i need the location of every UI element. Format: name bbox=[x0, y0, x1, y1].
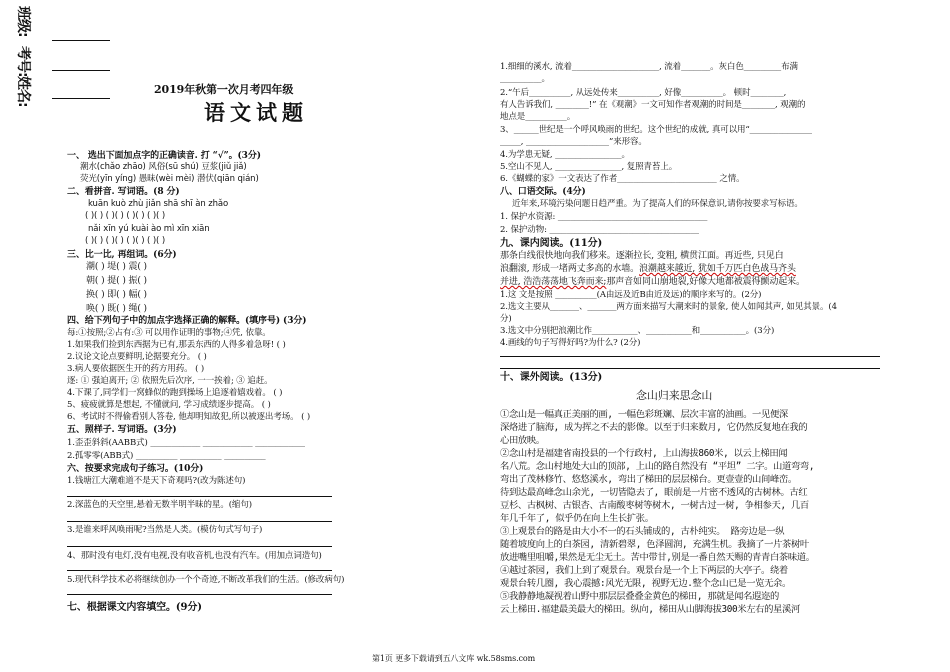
answer-line[interactable] bbox=[67, 496, 332, 497]
fill-3[interactable]: 3、______世纪是一个呼风唤雨的世纪。这个世纪的成就, 真可以用“_______________ bbox=[500, 125, 812, 135]
slogan-water[interactable]: 1. 保护水资源: ____________________________________ bbox=[500, 212, 708, 222]
story-line: ③上观景台的路是由大小不一的石头铺成的, 古朴纯实。 路旁边是一纵 bbox=[500, 526, 785, 537]
story-line: ⑤我静静地凝视着山野中那层层叠叠金黄色的梯田, 那就是闻名遐迩的 bbox=[500, 591, 779, 602]
page-footer: 第1页 更多下载请到五八文库 wk.58sms.com bbox=[372, 654, 536, 663]
underlined-sentence: 浪潮越来越近, 犹如千万匹白色战马齐头 bbox=[639, 264, 796, 274]
section-6-q1: 1.钱塘江大潮难道不是天下奇观吗?(改为陈述句) bbox=[67, 476, 246, 486]
story-line: 心田放映。 bbox=[500, 435, 545, 446]
section-6-q2: 2.深蓝色的天空里,悬着无数半明半昧的星。(缩句) bbox=[67, 500, 252, 510]
story-line: 云上梯田.福建最美最大的梯田。纵向, 梯田从山脚海拔300米左右的星溪河 bbox=[500, 604, 800, 615]
story-line: 待到达最高峰念山余光, 一切皆隐去了, 眼前是一片密不透风的古树林。古红 bbox=[500, 487, 808, 498]
story-title: 念山归来思念山 bbox=[636, 389, 713, 402]
story-line: 放进嘴里咀嚼,果然是无尘无土。苦中带甘,别是一番自然天赐的青青白茶味道。 bbox=[500, 552, 815, 563]
section-4-q6[interactable]: 6、考试时不得偷看别人答卷, 他却明知故犯,所以被逐出考场。 ( ) bbox=[67, 412, 311, 422]
section-3-row[interactable]: 潮( ) 堤( ) 震( ) bbox=[86, 262, 147, 272]
answer-line[interactable] bbox=[67, 546, 332, 547]
reading-q2[interactable]: 2.选文主要从_______、_______两方面来描写大潮来时的景象, 使人如闻其声, 如见其景。(4 bbox=[500, 302, 837, 312]
section-1-row-2: 荧光(yīn yíng) 愚昧(wèi mèi) 潜伏(qiān qián) bbox=[80, 174, 259, 184]
section-7-heading: 七、根据课文内容填空。(9分) bbox=[67, 602, 202, 613]
story-line: 观景台转几圈, 我心震撼:风光无限, 视野无边.整个念山已是一览无余。 bbox=[500, 578, 791, 589]
reading-q4: 4.画线的句子写得好吗?为什么? (2分) bbox=[500, 338, 641, 348]
section-2-pinyin-2: nǎi xīn yú kuài ào mì xīn xiān bbox=[88, 224, 210, 234]
reading-q2-cont: 分) bbox=[500, 314, 512, 324]
story-line: 深烙进了脑海, 成为挥之不去的影像。以至于归来数月, 它仍然反复地在我的 bbox=[500, 422, 808, 433]
fill-5[interactable]: 5.空山不见人, ________________, 复照青苔上。 bbox=[500, 162, 678, 172]
reading-q1[interactable]: 1.这 文是按照 __________(A由远及近B由近及远)的顺序来写的。(2分) bbox=[500, 290, 762, 300]
fill-2-cont[interactable]: 有人告诉我们, ________!” 在《观潮》一文可知作者观潮的时间是________, 观潮的 bbox=[500, 100, 806, 110]
section-5-q1[interactable]: 1.歪歪斜斜(AABB式) ____________ ____________ ____________ bbox=[67, 438, 305, 448]
section-4-q5[interactable]: 5、疲疲就算是想起, 不懂就问, 学习成绩逐步提高。 ( ) bbox=[67, 400, 271, 410]
section-6-q3: 3.是谁来呼风唤雨呢?当然是人类。(模仿句式写句子) bbox=[67, 525, 263, 535]
section-5-heading: 五、照样子. 写词语。(3分) bbox=[67, 425, 177, 435]
section-2-boxes-1[interactable]: ( )( ) ( )( ) ( )( ) ( )( ) bbox=[85, 211, 166, 221]
reading-q3[interactable]: 3.选文中分别把浪潮比作___________、___________和___________。(3分) bbox=[500, 326, 775, 336]
name-blank[interactable] bbox=[52, 98, 110, 99]
section-4-meanings-1: 每:①按照;②占有:③ 可以用作证明的事物;④凭, 依靠。 bbox=[67, 328, 271, 338]
section-6-q4: 4、那时没有电灯,没有电视,没有收音机,也没有汽车。(用加点词造句) bbox=[67, 551, 322, 561]
section-4-heading: 四、给下列句子中的加点字选择正确的解释。(填序号) (3分) bbox=[67, 316, 307, 326]
section-2-boxes-2[interactable]: ( )( ) ( )( ) ( )( ) ( )( ) bbox=[85, 236, 166, 246]
passage-text: 浪翻滚, 形成一堵两丈多高的水墙。 bbox=[500, 264, 640, 274]
section-2-heading: 二、看拼音. 写词语。(8 分) bbox=[67, 187, 180, 197]
story-line: 随着坡度向上的白茶园, 清新碧翠, 色泽圆润, 充满生机。我摘了一片茶树叶 bbox=[500, 539, 809, 550]
section-3-heading: 三、比一比, 再组词。(6分) bbox=[67, 250, 177, 260]
section-8-heading: 八、口语交际。(4分) bbox=[500, 187, 586, 197]
story-line: 豆杉、古枫树、古银杏、古南酸枣树等树木, 一树古过一树, 争相参天, 几百 bbox=[500, 500, 809, 511]
fill-4[interactable]: 4.为学患无疑, ________________。 bbox=[500, 150, 630, 160]
story-line: 名八荒。念山村地处大山的顶部, 上山的路自然没有 “平坦” 二字。山道弯弯, bbox=[500, 461, 815, 472]
answer-line[interactable] bbox=[67, 594, 332, 595]
fill-6[interactable]: 6.《蝴蝶的家》一文表达了作者________________________ 之情。 bbox=[500, 174, 745, 184]
fill-3-cont[interactable]: _____, ____________________”来形容。 bbox=[500, 137, 647, 147]
class-label: 班级: bbox=[15, 6, 31, 37]
section-4-q2[interactable]: 2.议论文论点要鲜明,论据要充分。 ( ) bbox=[67, 352, 207, 362]
section-1-row-1: 潮水(chǎo zhāo) 风俗(sū shú) 豆浆(jiǔ jiǎ) bbox=[80, 162, 247, 172]
slogan-animal[interactable]: 2. 保护动物: ____________________________________ bbox=[500, 225, 699, 235]
section-3-row[interactable]: 唤( ) 既( ) 绳( ) bbox=[86, 304, 147, 314]
fill-1-cont[interactable]: __________。 bbox=[500, 74, 550, 84]
section-1-heading: 一、 选出下面加点字的正确读音. 打 “√”。(3分) bbox=[67, 151, 261, 161]
underlined-sentence: 并进, 浩浩荡荡地飞奔而来; bbox=[500, 277, 607, 287]
section-10-heading: 十、课外阅读。(13分) bbox=[500, 372, 603, 383]
passage-line bbox=[500, 264, 796, 275]
examno-label: 考号: bbox=[15, 46, 31, 77]
story-line: 弯出了茂林修竹、悠悠溪水, 弯出了梯田的层层梯台。更壹壹的山间峰峦。 bbox=[500, 474, 797, 485]
section-4-meanings-2: 逐: ① 强迫离开; ② 依照先后次序, 一一挨着; ③ 追赶。 bbox=[67, 376, 273, 386]
section-6-heading: 六、按要求完成句子练习。(10分) bbox=[67, 464, 204, 474]
section-4-q3[interactable]: 3.病人要依据医生开的药方用药。 ( ) bbox=[67, 364, 205, 374]
answer-line[interactable] bbox=[67, 521, 332, 522]
story-line: ②念山村是福建省南投县的一个行政村, 上山海拔860米, 以云上梯田闻 bbox=[500, 448, 788, 459]
fill-2[interactable]: 2.“午后__________, 从远处传来__________, 好像__________。 顿时________, bbox=[500, 88, 787, 98]
section-5-q2[interactable]: 2.孤零零(ABB式) __________ __________ __________ bbox=[67, 451, 266, 461]
passage-line bbox=[500, 277, 805, 288]
section-9-heading: 九、课内阅读。(11分) bbox=[500, 238, 603, 249]
answer-line[interactable] bbox=[500, 368, 880, 369]
passage-text: 那声音如同山崩地裂,好像大地都被震得颤动起来。 bbox=[606, 277, 805, 287]
answer-line[interactable] bbox=[67, 570, 332, 571]
story-line: ①念山是一幅真正美丽的画, 一幅色彩斑斓、层次丰富的油画。一见便深 bbox=[500, 409, 788, 420]
story-line: ④越过茶园, 我们上到了观景台。观景台是一个上下两层的大亭子。绕着 bbox=[500, 565, 788, 576]
section-3-row[interactable]: 换( ) 即( ) 幅( ) bbox=[86, 290, 147, 300]
name-label: 姓名: bbox=[15, 76, 31, 107]
answer-line[interactable] bbox=[500, 356, 880, 357]
story-line: 年几千年了, 似乎仍在向上生长扩张。 bbox=[500, 513, 654, 524]
fill-1[interactable]: 1.细细的溪水, 流着_____________________, 流着_______。灰白色_________布满 bbox=[500, 62, 798, 72]
section-2-pinyin-1: kuān kuò zhù jiǎn shā shī àn zhǎo bbox=[88, 199, 229, 209]
class-blank[interactable] bbox=[52, 40, 110, 41]
section-3-row[interactable]: 朝( ) 提( ) 振( ) bbox=[86, 276, 147, 286]
section-8-intro: 近年来,环境污染问题日趋严重。为了提高人们的环保意识,请你按要求写标语。 bbox=[512, 199, 803, 209]
exam-subtitle: 2019年秋第一次月考四年级 bbox=[154, 83, 294, 96]
fill-2-cont[interactable]: 地点是__________。 bbox=[500, 112, 576, 122]
section-6-q5: 5.现代科学技术必将继续创办一个个奇迹,不断改革我们的生活。(修改病句) bbox=[67, 575, 345, 585]
exam-title: 语文试题 bbox=[204, 100, 308, 125]
section-4-q1[interactable]: 1.如果我们捡到东西据为已有,那丢东西的人得多着急呀! ( ) bbox=[67, 340, 286, 350]
section-4-q4[interactable]: 4.下课了,同学们一窝蜂似的跑到操场上追逐着嬉戏着。 ( ) bbox=[67, 388, 283, 398]
examno-blank[interactable] bbox=[52, 70, 110, 71]
passage-line: 那条白线很快地向我们移来。逐渐拉长, 变粗, 横贯江面。再近些, 只见白 bbox=[500, 251, 784, 261]
